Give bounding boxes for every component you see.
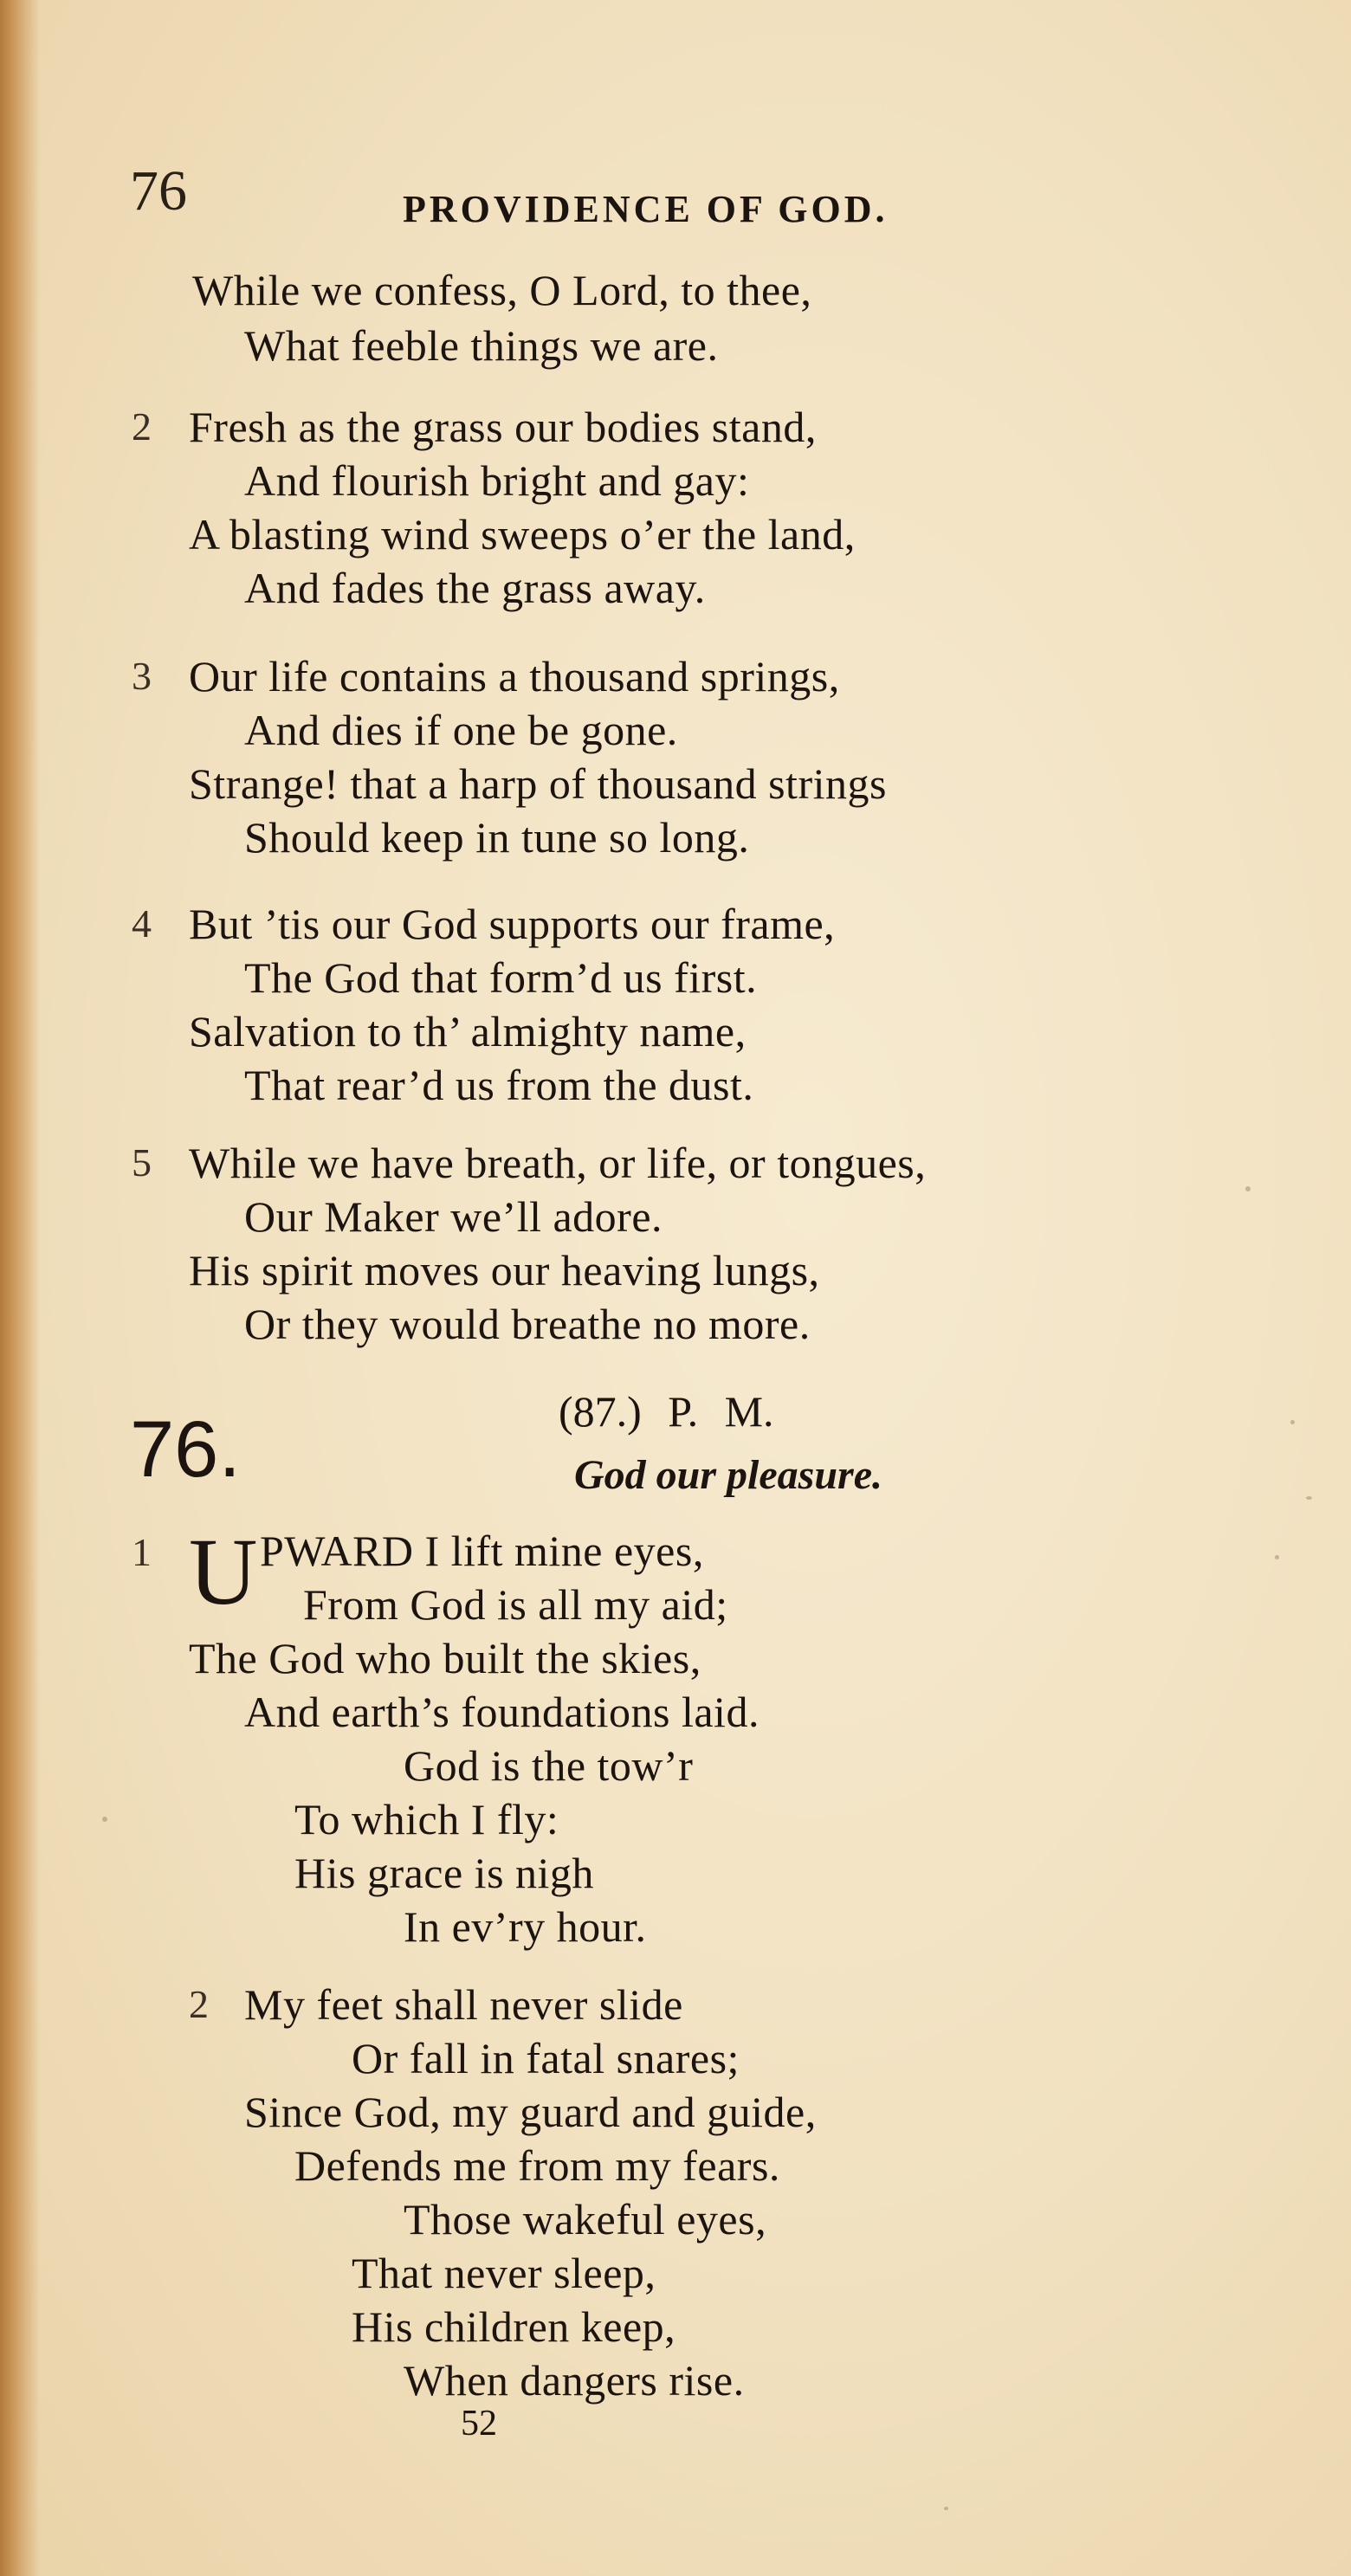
verse-line: A blasting wind sweeps o’er the land,	[189, 510, 856, 558]
page-number: 76	[130, 159, 187, 223]
stanza-number: 1	[132, 1530, 152, 1574]
verse-line: While we have breath, or life, or tongues,	[189, 1139, 927, 1187]
verse-line: In ev’ry hour.	[404, 1902, 647, 1951]
verse-line: Defends me from my fears.	[294, 2141, 780, 2190]
verse-line: Or they would breathe no more.	[244, 1300, 811, 1348]
verse-line: Our Maker we’ll adore.	[244, 1192, 663, 1241]
verse-line: Strange! that a harp of thousand strings	[189, 759, 887, 808]
verse-line: His spirit moves our heaving lungs,	[189, 1246, 820, 1294]
drop-cap: U	[189, 1519, 258, 1624]
verse-line: From God is all my aid;	[303, 1580, 728, 1629]
verse-line: And fades the grass away.	[244, 564, 706, 612]
verse-line: His children keep,	[352, 2302, 676, 2351]
paper-speck	[1290, 1420, 1295, 1424]
hymn-subtitle: God our pleasure.	[574, 1452, 883, 1498]
paper-speck	[102, 1817, 107, 1822]
verse-line: And earth’s foundations laid.	[244, 1688, 760, 1736]
paper-speck	[1275, 1555, 1279, 1559]
stanza-number: 2	[132, 404, 152, 449]
verse-line: My feet shall never slide	[244, 1980, 683, 2029]
verse-line: What feeble things we are.	[244, 321, 719, 370]
stanza-number: 2	[189, 1982, 209, 2026]
verse-line: When dangers rise.	[404, 2356, 745, 2405]
verse-line: While we confess, O Lord, to thee,	[192, 266, 812, 314]
verse-line: That rear’d us from the dust.	[244, 1061, 754, 1109]
verse-line: Since God, my guard and guide,	[244, 2088, 817, 2136]
verse-line: The God that form’d us first.	[244, 953, 758, 1002]
verse-line: God is the tow’r	[404, 1741, 694, 1790]
hymn-meter: (87.) P. M.	[559, 1387, 774, 1436]
book-binding-edge	[0, 0, 40, 2576]
signature-mark: 52	[461, 2404, 497, 2444]
stanza-number: 4	[132, 901, 152, 946]
verse-line: And flourish bright and gay:	[244, 456, 750, 505]
verse-line: But ’tis our God supports our frame,	[189, 900, 836, 948]
verse-line: To which I fly:	[294, 1795, 559, 1843]
verse-line: Fresh as the grass our bodies stand,	[189, 403, 817, 451]
verse-line: Or fall in fatal snares;	[352, 2034, 740, 2082]
verse-line: PWARD I lift mine eyes,	[260, 1527, 704, 1575]
verse-line: That never sleep,	[352, 2249, 656, 2297]
running-head: PROVIDENCE OF GOD.	[403, 188, 889, 230]
verse-line: And dies if one be gone.	[244, 706, 678, 754]
hymn-number: 76.	[130, 1405, 241, 1494]
verse-line: Those wakeful eyes,	[404, 2195, 767, 2244]
verse-line: The God who built the skies,	[189, 1634, 701, 1682]
paper-speck	[1306, 1496, 1312, 1500]
verse-line: Salvation to th’ almighty name,	[189, 1007, 747, 1056]
stanza-number: 3	[132, 654, 152, 698]
verse-line: His grace is nigh	[294, 1849, 594, 1897]
verse-line: Should keep in tune so long.	[244, 813, 750, 862]
paper-speck	[1245, 1186, 1251, 1191]
paper-speck	[944, 2507, 948, 2510]
stanza-number: 5	[132, 1140, 152, 1185]
verse-line: Our life contains a thousand springs,	[189, 652, 840, 700]
